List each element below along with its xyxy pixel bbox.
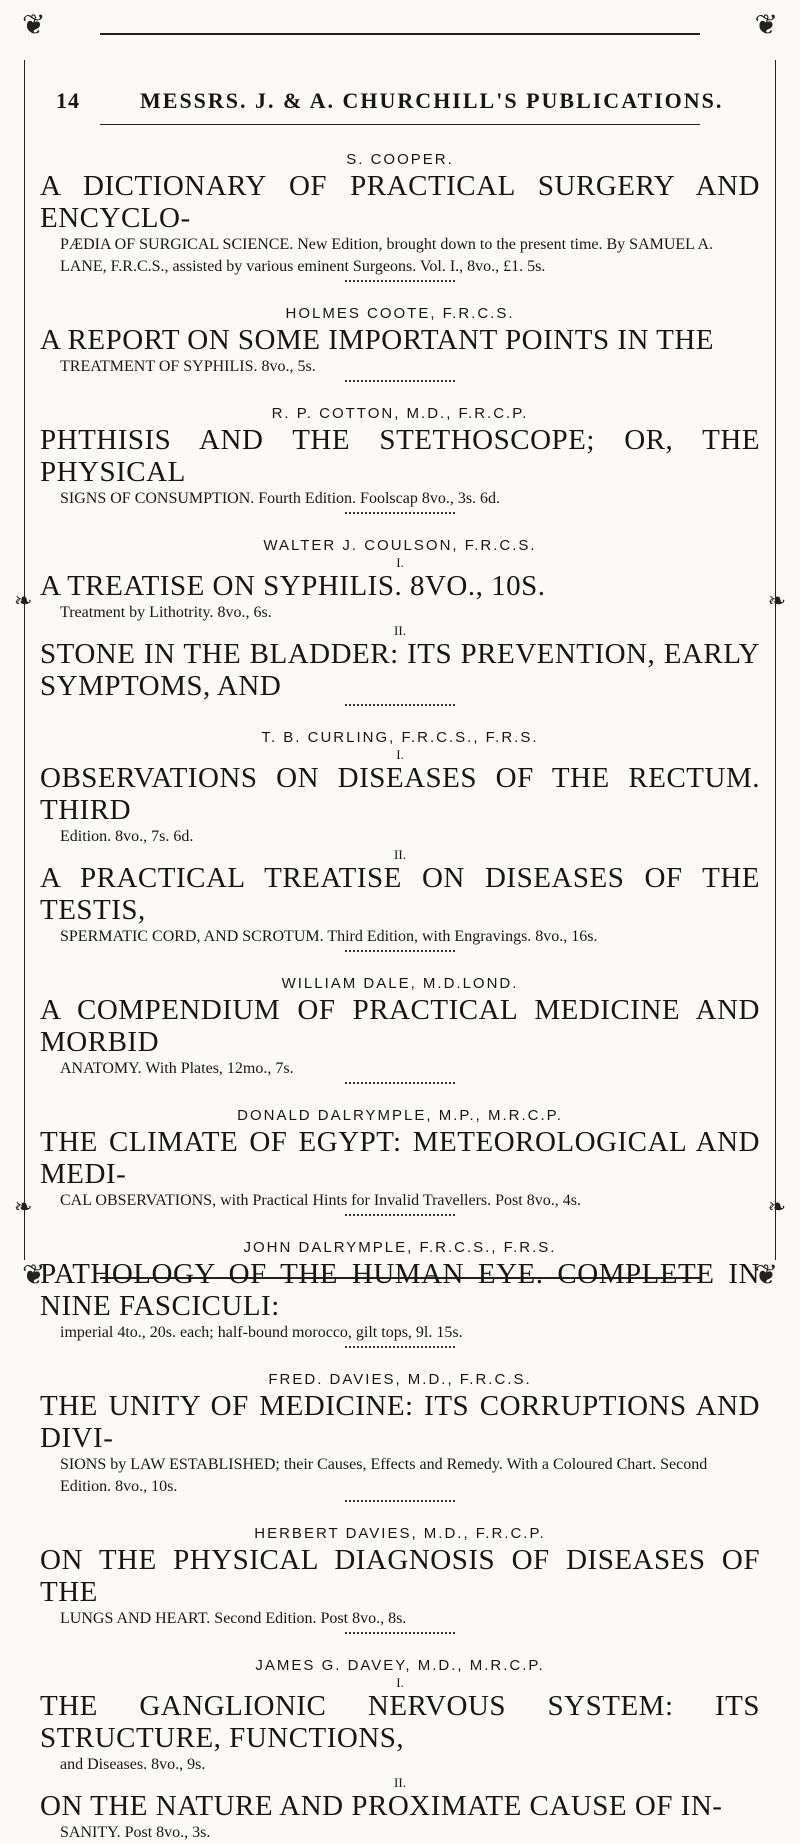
separator-rule — [345, 380, 455, 390]
page-number: 14 — [56, 88, 80, 113]
running-head: MESSRS. J. & A. CHURCHILL'S PUBLICATIONS. — [140, 88, 724, 113]
author-name: WALTER J. COULSON, F.R.C.S. — [263, 537, 537, 554]
book-details: SIONS by LAW ESTABLISHED; their Causes, Effects and Remedy. With a Coloured Chart. Second Edition. 8vo., 10s. — [60, 1456, 708, 1495]
corner-ornament-icon: ❦ — [22, 10, 46, 41]
volume-numeral: I. — [396, 555, 404, 570]
spacer — [40, 1224, 760, 1238]
top-border-rule — [100, 33, 700, 35]
author-name: S. COOPER. — [346, 151, 454, 168]
volume-numeral: I. — [396, 747, 404, 762]
corner-ornament-icon: ❦ — [22, 1260, 46, 1291]
book-title: THE UNITY OF MEDICINE: ITS CORRUPTIONS AND DIVI- — [40, 1390, 760, 1454]
book-title: A TREATISE ON SYPHILIS. 8VO., 10S. — [40, 570, 546, 602]
spacer — [40, 390, 760, 404]
spacer — [40, 1642, 760, 1656]
book-details: PÆDIA OF SURGICAL SCIENCE. New Edition, brought down to the present time. By SAMUEL A. LANE, F.R.C.S., assisted by various eminent Surgeons. Vol. I., 8vo., £1. 5s. — [60, 236, 714, 275]
book-title: THE GANGLIONIC NERVOUS SYSTEM: ITS STRUCTURE, FUNCTIONS, — [40, 1690, 760, 1754]
book-title: ON THE PHYSICAL DIAGNOSIS OF DISEASES OF THE — [40, 1544, 760, 1608]
separator-rule — [345, 1632, 455, 1642]
book-details: and Diseases. 8vo., 9s. — [60, 1756, 206, 1773]
author-name: JOHN DALRYMPLE, F.R.C.S., F.R.S. — [243, 1239, 557, 1256]
corner-ornament-icon: ❦ — [754, 1260, 778, 1291]
book-title: OBSERVATIONS ON DISEASES OF THE RECTUM. THIRD — [40, 762, 760, 826]
book-details: TREATMENT OF SYPHILIS. 8vo., 5s. — [60, 358, 316, 375]
catalogue-entry — [40, 1370, 760, 1498]
right-border-rule — [775, 60, 776, 1260]
catalogue-entry — [40, 728, 760, 948]
spacer — [40, 1092, 760, 1106]
spacer — [40, 1510, 760, 1524]
book-details: LUNGS AND HEART. Second Edition. Post 8vo., 8s. — [60, 1610, 407, 1627]
volume-numeral: II. — [394, 1775, 406, 1790]
separator-rule — [345, 1500, 455, 1510]
catalogue-list — [40, 150, 760, 1844]
separator-rule — [345, 950, 455, 960]
author-name: HOLMES COOTE, F.R.C.S. — [285, 305, 515, 322]
side-ornament-icon: ❧ — [14, 588, 33, 613]
book-title: A REPORT ON SOME IMPORTANT POINTS IN THE — [40, 324, 715, 356]
catalogue-entry — [40, 1524, 760, 1630]
author-name: R. P. COTTON, M.D., F.R.C.P. — [271, 405, 529, 422]
catalogue-entry — [40, 1106, 760, 1212]
spacer — [40, 290, 760, 304]
separator-rule — [345, 512, 455, 522]
spacer — [40, 1356, 760, 1370]
volume-numeral: II. — [394, 623, 406, 638]
separator-rule — [345, 704, 455, 714]
corner-ornament-icon: ❦ — [754, 10, 778, 41]
separator-rule — [345, 1214, 455, 1224]
author-name: JAMES G. DAVEY, M.D., M.R.C.P. — [255, 1657, 545, 1674]
volume-numeral: II. — [394, 847, 406, 862]
book-details: imperial 4to., 20s. each; half-bound morocco, gilt tops, 9l. 15s. — [60, 1324, 463, 1341]
author-name: DONALD DALRYMPLE, M.P., M.R.C.P. — [237, 1107, 563, 1124]
catalogue-entry — [40, 150, 760, 278]
book-details: SANITY. Post 8vo., 3s. — [60, 1824, 211, 1841]
header-rule — [100, 124, 700, 125]
catalogue-entry — [40, 404, 760, 510]
author-name: T. B. CURLING, F.R.C.S., F.R.S. — [261, 729, 539, 746]
book-title: A DICTIONARY OF PRACTICAL SURGERY AND ENCYCLO- — [40, 170, 760, 234]
spacer — [40, 960, 760, 974]
left-border-rule — [24, 60, 25, 1260]
book-title: PHTHISIS AND THE STETHOSCOPE; OR, THE PHYSICAL — [40, 424, 760, 488]
catalogue-entry — [40, 1238, 760, 1344]
side-ornament-icon: ❧ — [14, 1194, 33, 1219]
side-ornament-icon: ❧ — [767, 588, 786, 613]
author-name: WILLIAM DALE, M.D.LOND. — [281, 975, 519, 992]
book-title: THE CLIMATE OF EGYPT: METEOROLOGICAL AND MEDI- — [40, 1126, 760, 1190]
book-details: SPERMATIC CORD, AND SCROTUM. Third Edition, with Engravings. 8vo., 16s. — [60, 928, 598, 945]
side-ornament-icon: ❧ — [767, 1194, 786, 1219]
book-details: CAL OBSERVATIONS, with Practical Hints for Invalid Travellers. Post 8vo., 4s. — [60, 1192, 581, 1209]
book-title: PATHOLOGY OF THE HUMAN EYE. COMPLETE IN NINE FASCICULI: — [40, 1258, 760, 1322]
author-name: FRED. DAVIES, M.D., F.R.C.S. — [268, 1371, 532, 1388]
book-title: A COMPENDIUM OF PRACTICAL MEDICINE AND MORBID — [40, 994, 760, 1058]
book-details: Treatment by Lithotrity. 8vo., 6s. — [60, 604, 272, 621]
book-title: A PRACTICAL TREATISE ON DISEASES OF THE TESTIS, — [40, 862, 760, 926]
volume-numeral: I. — [396, 1675, 404, 1690]
author-name: HERBERT DAVIES, M.D., F.R.C.P. — [254, 1525, 546, 1542]
book-details: Edition. 8vo., 7s. 6d. — [60, 828, 194, 845]
book-details: SIGNS OF CONSUMPTION. Fourth Edition. Foolscap 8vo., 3s. 6d. — [60, 490, 501, 507]
catalogue-entry — [40, 536, 760, 702]
book-details: ANATOMY. With Plates, 12mo., 7s. — [60, 1060, 294, 1077]
book-title: ON THE NATURE AND PROXIMATE CAUSE OF IN- — [40, 1790, 723, 1822]
book-title: STONE IN THE BLADDER: ITS PREVENTION, EARLY SYMPTOMS, AND — [40, 638, 760, 702]
spacer — [40, 522, 760, 536]
separator-rule — [345, 1346, 455, 1356]
catalogue-entry — [40, 974, 760, 1080]
catalogue-entry — [40, 1656, 760, 1844]
separator-rule — [345, 1082, 455, 1092]
catalogue-entry — [40, 304, 760, 378]
spacer — [40, 714, 760, 728]
separator-rule — [345, 280, 455, 290]
